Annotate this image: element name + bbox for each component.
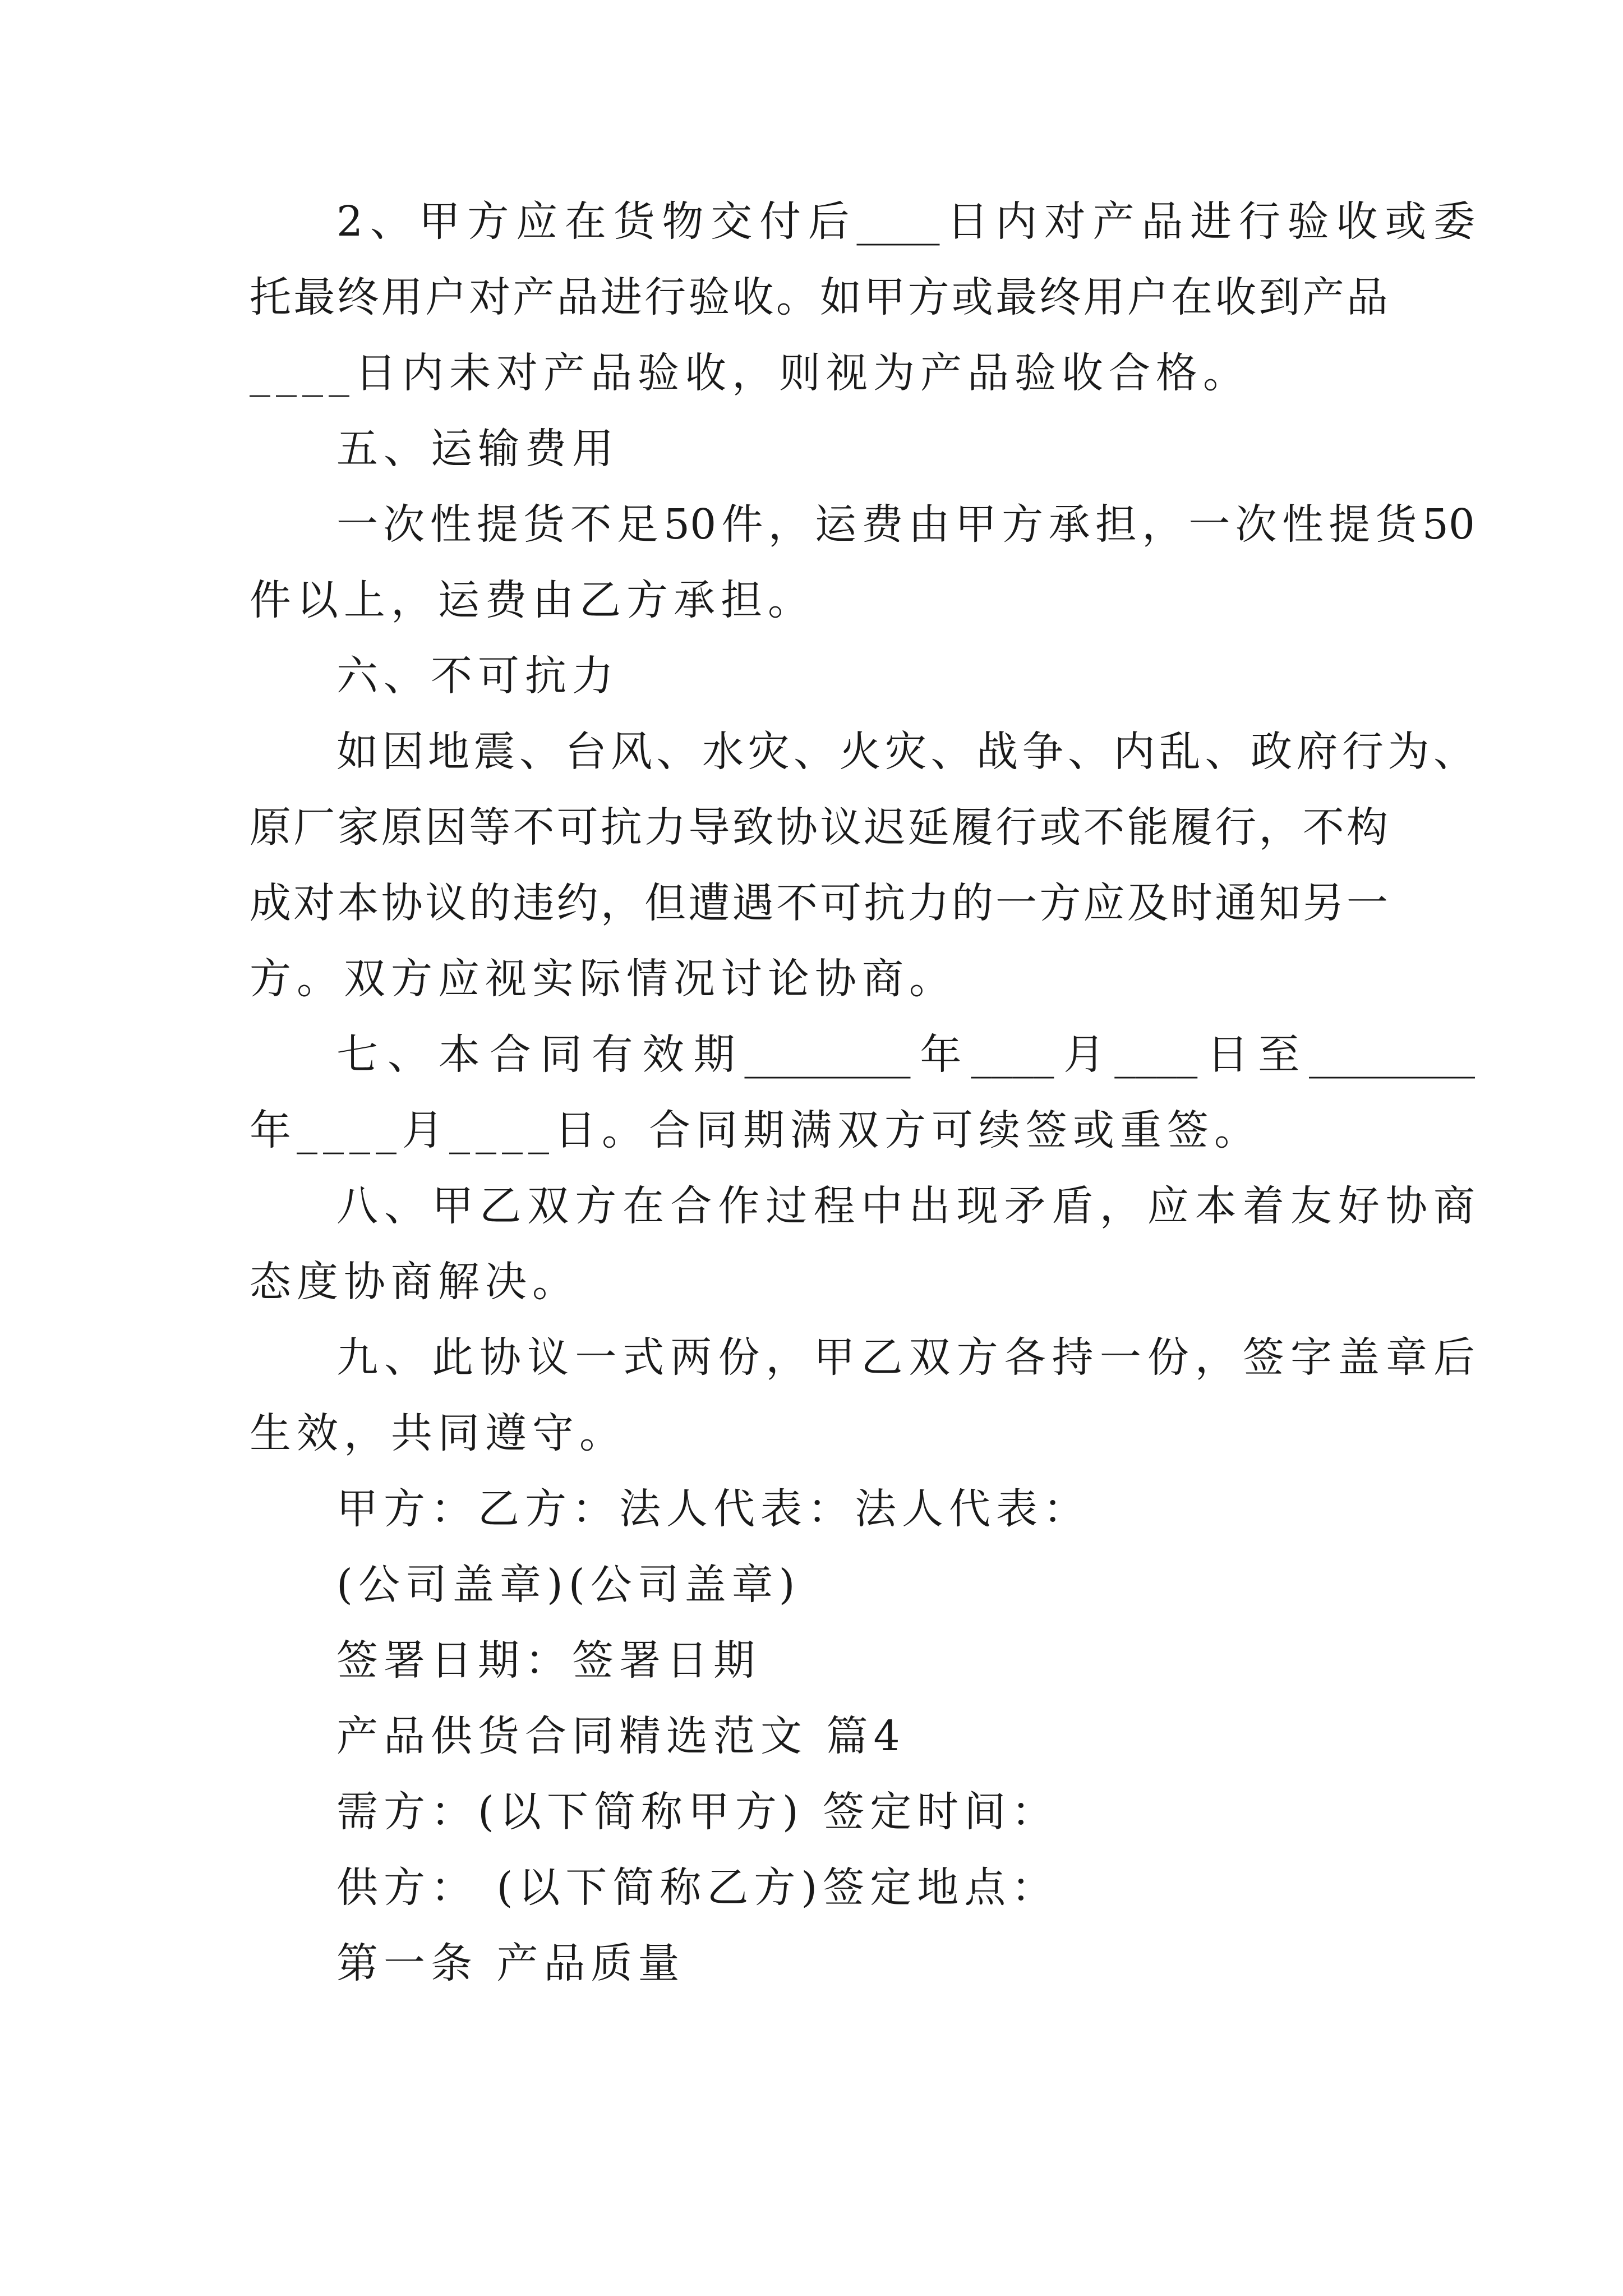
paragraph-line: 一次性提货不足50件，运费由甲方承担，一次性提货50 bbox=[336, 500, 1475, 549]
buyer-line: 需方：(以下简称甲方) 签定时间： bbox=[336, 1788, 1059, 1836]
paragraph-line: 件以上，运费由乙方承担。 bbox=[250, 576, 815, 624]
paragraph-line: 2、甲方应在货物交付后____日内对产品进行验收或委 bbox=[336, 197, 1475, 246]
paragraph-line: 原厂家原因等不可抗力导致协议迟延履行或不能履行，不构 bbox=[250, 803, 1388, 852]
paragraph-line: 托最终用户对产品进行验收。如甲方或最终用户在收到产品 bbox=[250, 273, 1388, 321]
company-seal-line: (公司盖章)(公司盖章) bbox=[336, 1561, 801, 1609]
article-heading: 第一条 产品质量 bbox=[336, 1939, 685, 1987]
contract-title: 产品供货合同精选范文 篇4 bbox=[336, 1712, 906, 1760]
paragraph-line: 如因地震、台风、水灾、火灾、战争、内乱、政府行为、 bbox=[336, 728, 1475, 776]
supplier-line: 供方： (以下简称乙方)签定地点： bbox=[336, 1864, 1059, 1912]
signature-parties-line: 甲方：乙方：法人代表：法人代表： bbox=[336, 1485, 1090, 1533]
paragraph-line: 生效，共同遵守。 bbox=[250, 1409, 626, 1457]
paragraph-line: 态度协商解决。 bbox=[250, 1258, 579, 1306]
paragraph-line: 年____月____日。合同期满双方可续签或重签。 bbox=[250, 1106, 1261, 1154]
signing-date-line: 签署日期：签署日期 bbox=[336, 1636, 760, 1685]
paragraph-line: 八、甲乙双方在合作过程中出现矛盾，应本着友好协商 bbox=[336, 1182, 1475, 1230]
paragraph-line: 方。双方应视实际情况讨论协商。 bbox=[250, 955, 956, 1003]
paragraph-line: 九、此协议一式两份，甲乙双方各持一份，签字盖章后 bbox=[336, 1333, 1475, 1382]
paragraph-line: 七、本合同有效期________年____月____日至________ bbox=[336, 1030, 1475, 1079]
section-heading: 六、不可抗力 bbox=[336, 652, 619, 700]
paragraph-line: ____日内未对产品验收，则视为产品验收合格。 bbox=[250, 349, 1250, 397]
section-heading: 五、运输费用 bbox=[336, 425, 619, 473]
paragraph-line: 成对本协议的违约，但遭遇不可抗力的一方应及时通知另一 bbox=[250, 879, 1388, 927]
